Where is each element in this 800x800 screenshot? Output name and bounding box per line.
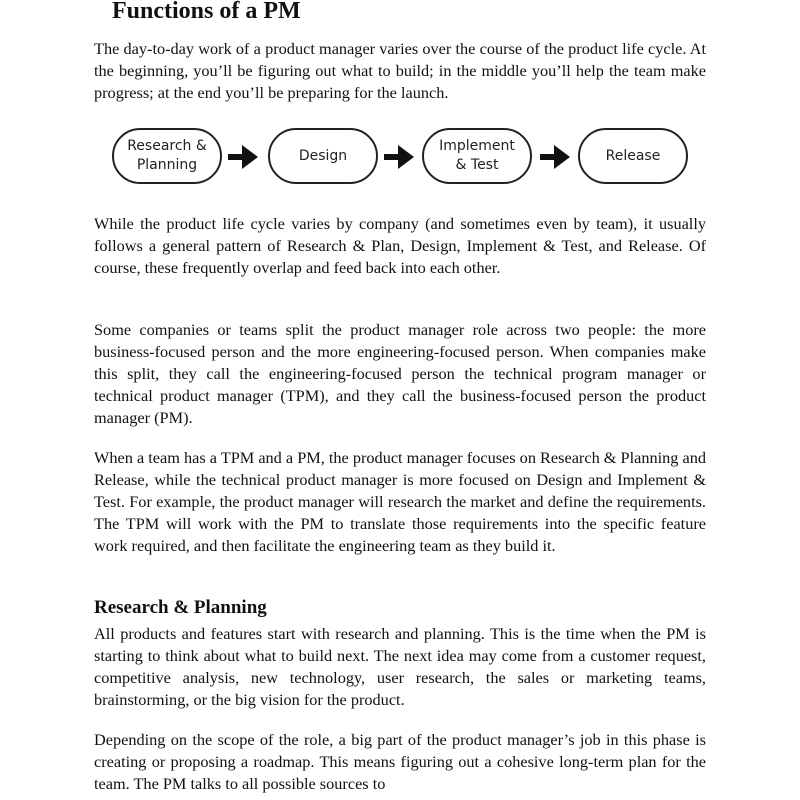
stage-release: Release bbox=[578, 128, 688, 184]
section-paragraph: All products and features start with research and planning. This is the time when the PM is starting to think about what to build next. The next idea may come from a customer request, competitive analysis, new technology, user research, the sales or marketing teams, brainstorming, or the big vision for the product. bbox=[94, 624, 706, 709]
body-paragraph: While the product life cycle varies by company (and sometimes even by team), it usually follows a general pattern of Research & Plan, Design, Implement & Test, and Release. Of course, these frequently overlap and feed back into each other. bbox=[94, 214, 706, 277]
body-paragraph: Some companies or teams split the product manager role across two people: the more business-focused person and the more engineering-focused person. When companies make this split, they call the engineering-focused person the technical program manager or technical product manager (TPM), and they call the business-focused person the product manager (PM). bbox=[94, 320, 706, 427]
arrow-right-icon bbox=[540, 144, 570, 170]
chapter-title: Functions of a PM bbox=[112, 0, 301, 24]
stage-design: Design bbox=[268, 128, 378, 184]
section-paragraph: Depending on the scope of the role, a big part of the product manager’s job in this phase is creating or proposing a roadmap. This means figuring out a cohesive long-term plan for the team. The PM talks to all possible sources to bbox=[94, 730, 706, 793]
arrow-right-icon bbox=[384, 144, 414, 170]
body-paragraph: When a team has a TPM and a PM, the product manager focuses on Research & Planning and Release, while the technical product manager is more focused on Design and Implement & Test. For example, the product manager will research the market and define the requirements. The TPM will work with the PM to translate those requirements into the specific feature work required, and then facilitate the engineering team as they build it. bbox=[94, 448, 706, 555]
stage-implement-test: Implement & Test bbox=[422, 128, 532, 184]
section-heading: Research & Planning bbox=[94, 597, 267, 618]
lifecycle-flow-diagram bbox=[112, 128, 690, 188]
stage-research-planning: Research & Planning bbox=[112, 128, 222, 184]
arrow-right-icon bbox=[228, 144, 258, 170]
intro-paragraph: The day-to-day work of a product manager varies over the course of the product life cycle. At the beginning, you’ll be figuring out what to build; in the middle you’ll help the team make progress; at the end you’ll be preparing for the launch. bbox=[94, 39, 706, 102]
